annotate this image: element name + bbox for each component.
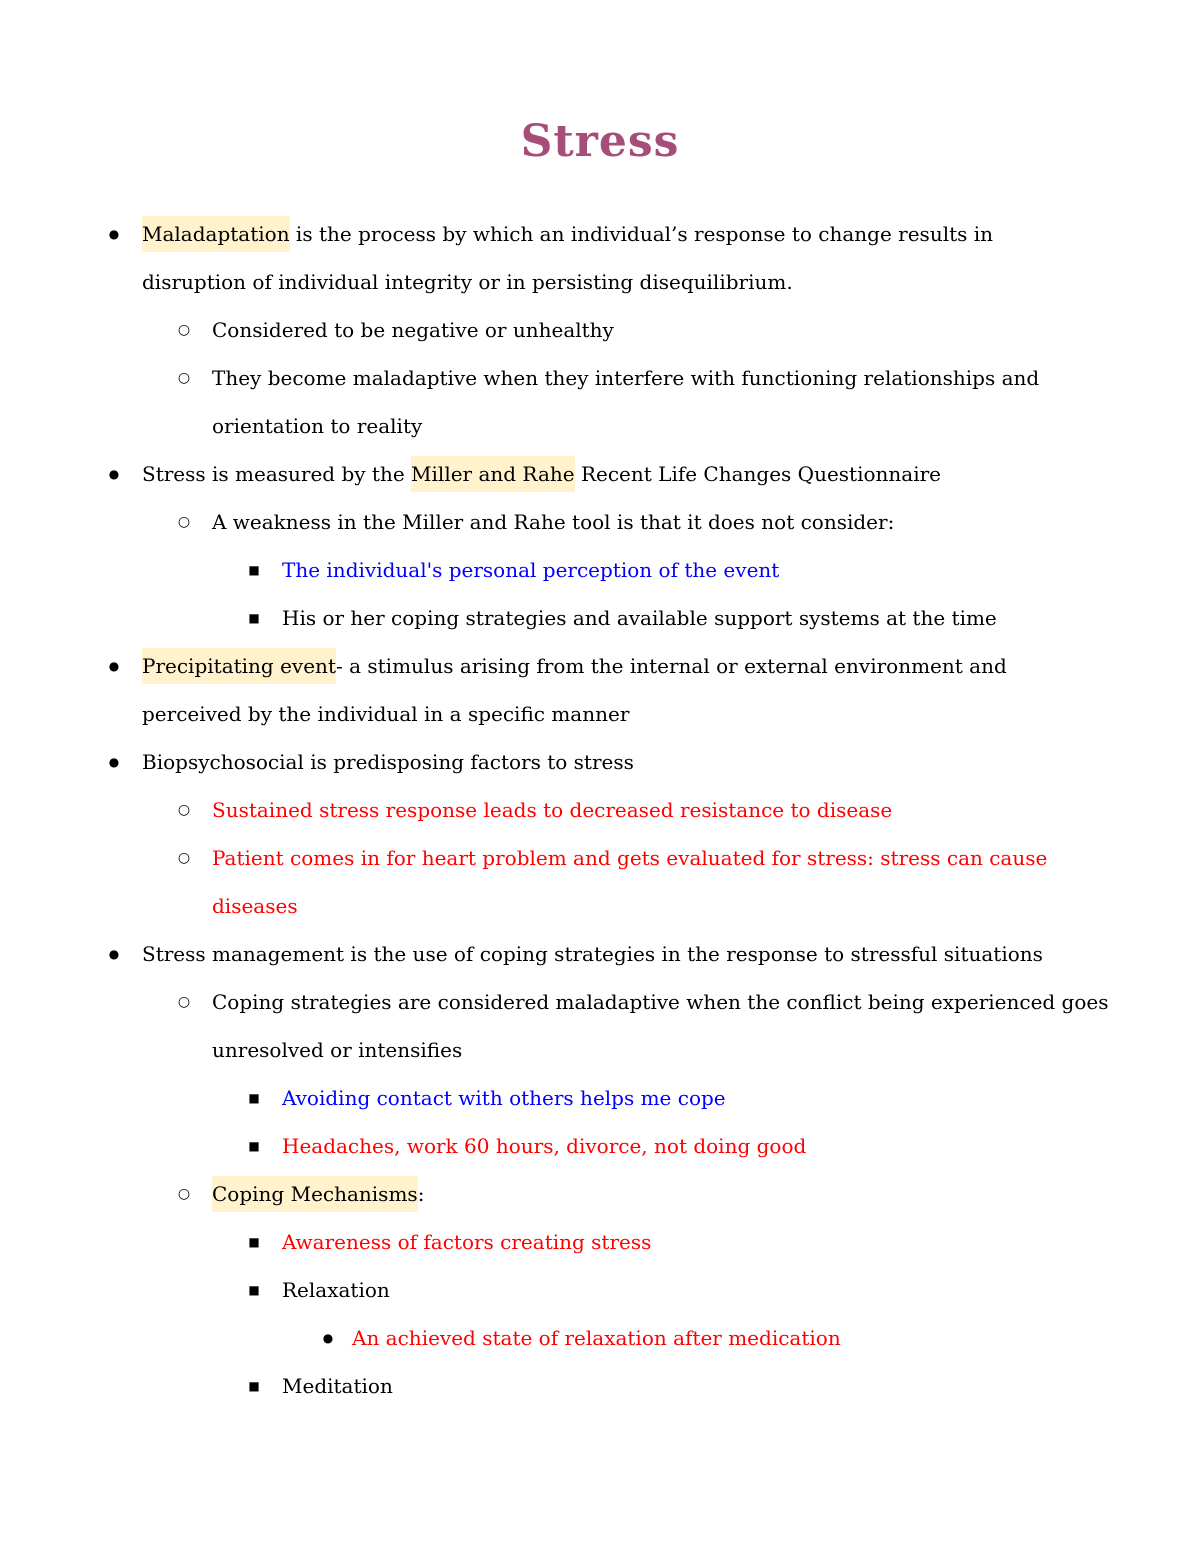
circle-bullet-icon: [174, 306, 194, 354]
list-item-text: An achieved state of relaxation after medication: [352, 1326, 841, 1350]
list-item: [0, 738, 1200, 786]
circle-bullet-icon: [174, 354, 194, 402]
list-item-text: Maladaptation is the process by which an individual’s response to change results in: [142, 210, 993, 258]
list-item-text: disruption of individual integrity or in persisting disequilibrium.: [142, 270, 793, 294]
list-item: [0, 450, 1200, 498]
document-title: Stress: [520, 116, 680, 167]
list-item-text: unresolved or intensifies: [212, 1038, 463, 1062]
list-item-text: A weakness in the Miller and Rahe tool is that it does not consider:: [212, 510, 895, 534]
square-bullet-icon: [244, 1218, 264, 1266]
disc-bullet-icon: [104, 930, 124, 978]
list-item-text: Awareness of factors creating stress: [282, 1230, 652, 1254]
square-bullet-icon: [244, 594, 264, 642]
list-item-text: Relaxation: [282, 1278, 390, 1302]
list-item-text: perceived by the individual in a specific manner: [142, 702, 630, 726]
list-item-text: Avoiding contact with others helps me cope: [282, 1086, 726, 1110]
list-item-continuation: [0, 402, 1200, 450]
list-item: [0, 1122, 1200, 1170]
circle-bullet-icon: [174, 786, 194, 834]
list-item: [0, 210, 1200, 258]
list-item-text: Headaches, work 60 hours, divorce, not doing good: [282, 1134, 807, 1158]
list-item-text: They become maladaptive when they interfere with functioning relationships and: [212, 366, 1040, 390]
list-item: [0, 306, 1200, 354]
circle-bullet-icon: [174, 498, 194, 546]
list-item-text: The individual's personal perception of the event: [282, 558, 780, 582]
disc-bullet-icon: [318, 1314, 338, 1362]
list-item: [0, 546, 1200, 594]
disc-bullet-icon: [104, 642, 124, 690]
disc-bullet-icon: [104, 738, 124, 786]
list-item: [0, 1266, 1200, 1314]
list-item: [0, 1170, 1200, 1218]
list-item-text: Sustained stress response leads to decreased resistance to disease: [212, 798, 893, 822]
list-item: [0, 642, 1200, 690]
circle-bullet-icon: [174, 978, 194, 1026]
list-item-text: Meditation: [282, 1374, 393, 1398]
list-item-text: Considered to be negative or unhealthy: [212, 318, 614, 342]
list-item-text: orientation to reality: [212, 414, 423, 438]
list-item-continuation: [0, 690, 1200, 738]
list-item: [0, 1362, 1200, 1410]
list-item-text: Stress is measured by the Miller and Rahe Recent Life Changes Questionnaire: [142, 450, 941, 498]
list-item-text: Biopsychosocial is predisposing factors to stress: [142, 750, 634, 774]
square-bullet-icon: [244, 1362, 264, 1410]
square-bullet-icon: [244, 1122, 264, 1170]
circle-bullet-icon: [174, 1170, 194, 1218]
list-item: [0, 498, 1200, 546]
square-bullet-icon: [244, 546, 264, 594]
list-item: [0, 930, 1200, 978]
list-item-continuation: [0, 882, 1200, 930]
highlighted-term: Coping Mechanisms: [212, 1176, 418, 1212]
list-item: [0, 594, 1200, 642]
list-item-text: His or her coping strategies and available support systems at the time: [282, 606, 997, 630]
list-item-text: Coping Mechanisms:: [212, 1170, 424, 1218]
list-item: [0, 834, 1200, 882]
list-item-text: Precipitating event- a stimulus arising from the internal or external environment and: [142, 642, 1007, 690]
disc-bullet-icon: [104, 450, 124, 498]
circle-bullet-icon: [174, 834, 194, 882]
list-item: [0, 354, 1200, 402]
square-bullet-icon: [244, 1074, 264, 1122]
list-item: [0, 1074, 1200, 1122]
list-item-text: diseases: [212, 894, 298, 918]
highlighted-term: Precipitating event: [142, 648, 336, 684]
list-item-continuation: [0, 258, 1200, 306]
list-item-text: Patient comes in for heart problem and gets evaluated for stress: stress can cause: [212, 846, 1048, 870]
square-bullet-icon: [244, 1266, 264, 1314]
list-item-continuation: [0, 1026, 1200, 1074]
list-item-text: Coping strategies are considered maladaptive when the conflict being experienced goes: [212, 990, 1109, 1014]
highlighted-term: Maladaptation: [142, 216, 290, 252]
list-item: [0, 1218, 1200, 1266]
highlighted-term: Miller and Rahe: [411, 456, 575, 492]
list-item: [0, 1314, 1200, 1362]
list-item: [0, 786, 1200, 834]
list-item-text: Stress management is the use of coping strategies in the response to stressful situations: [142, 942, 1043, 966]
list-item: [0, 978, 1200, 1026]
disc-bullet-icon: [104, 210, 124, 258]
